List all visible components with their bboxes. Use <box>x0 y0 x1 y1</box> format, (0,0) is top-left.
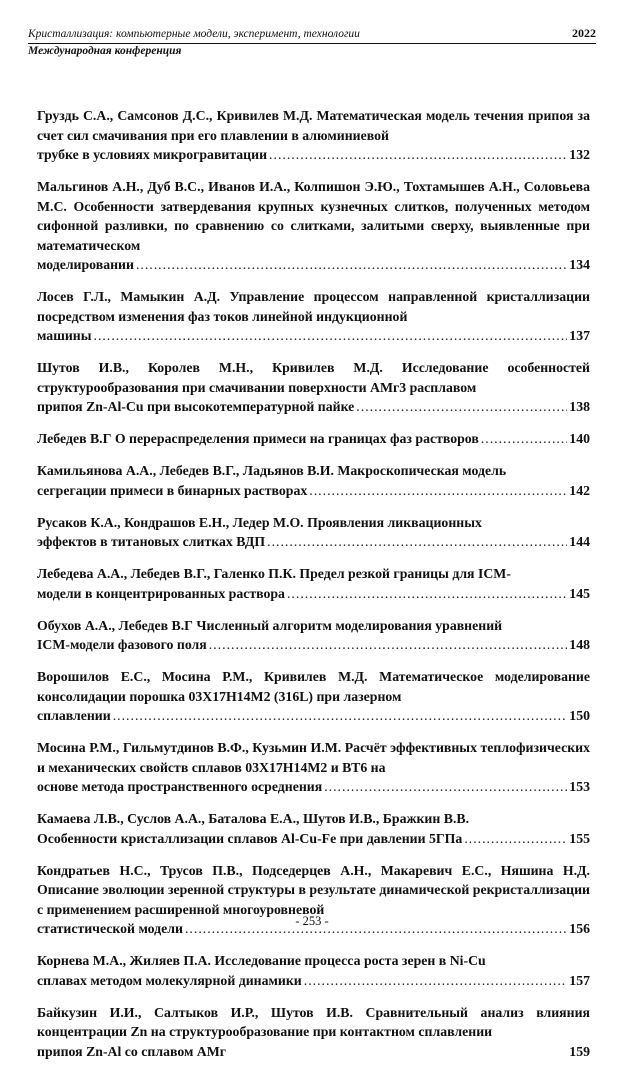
toc-entry-text: Ворошилов Е.С., Мосина Р.М., Кривилев М.Д. Математическое моделирование консолидации порошка 03Х17Н14М2 (316L) при лазерном <box>37 669 590 704</box>
toc-entry-last-text: эффектов в титановых слитках ВДП <box>37 534 266 549</box>
toc-leader-dots <box>136 255 567 275</box>
toc-entry-page-number: 144 <box>569 534 590 549</box>
toc-entry <box>37 461 590 500</box>
toc-entry-last-text: трубке в условиях микрогравитации <box>37 147 268 162</box>
toc-leader-dots <box>464 829 567 849</box>
toc-leader-dots <box>287 584 567 604</box>
toc-entry <box>37 809 590 848</box>
toc-entry-last-text: сплавах методом молекулярной динамики <box>37 972 302 988</box>
toc-entry <box>37 358 590 417</box>
toc-entry-page-number: 134 <box>569 257 590 272</box>
toc-entry-last-text: машины <box>37 328 92 343</box>
toc-entry-text: Корнева М.А., Жиляев П.А. Исследование процесса роста зерен в Ni-Cu <box>37 953 486 968</box>
toc-entry-text: Байкузин И.И., Салтыков И.Р., Шутов И.В. Сравнительный анализ влияния концентрации Zn на структурообразование при контактном сплавлении <box>37 1004 590 1039</box>
toc-entry-page-number: 145 <box>569 585 590 601</box>
toc-entry-page-number: 155 <box>569 830 590 846</box>
toc-entry-page-number: 159 <box>569 1043 590 1059</box>
toc-entry-last-text: основе метода пространственного осреднения <box>37 779 323 794</box>
toc-leader-dots <box>304 971 568 991</box>
toc-leader-dots <box>481 429 568 449</box>
toc-entry-last-line <box>37 829 590 849</box>
toc-entry-last-line <box>37 777 590 797</box>
toc-entry-page-number: 148 <box>569 637 590 652</box>
header-title: Кристаллизация: компьютерные модели, эксперимент, технологии <box>28 28 360 40</box>
header-year: 2022 <box>572 26 596 40</box>
toc-entry-text: Груздь С.А., Самсонов Д.С., Кривилев М.Д. Математическая модель течения припоя за счет сил смачивания при его плавлении в алюминиевой <box>37 108 590 143</box>
toc-entry <box>37 616 590 655</box>
toc-entry-last-line <box>37 635 590 655</box>
toc-leader-dots <box>309 481 567 501</box>
toc-entry-last-line <box>37 397 590 417</box>
running-header <box>28 26 596 64</box>
toc-leader-dots <box>356 397 567 417</box>
toc-entry <box>37 513 590 552</box>
header-subtitle: Международная конференция <box>28 45 182 57</box>
toc-entry-text: Мосина Р.М., Гильмутдинов В.Ф., Кузьмин И.М. Расчёт эффективных теплофизических и механических свойств сплавов 03Х17Н14М2 и ВТ6 на <box>37 740 590 775</box>
toc-entry-text: Лосев Г.Л., Мамыкин А.Д. Управление процессом направленной кристаллизации посредством изменения фаз токов линейной индукционной <box>37 289 590 324</box>
toc-entry <box>37 177 590 275</box>
toc-entry <box>37 564 590 603</box>
toc-entry-text: Кондратьев Н.С., Трусов П.В., Подседерцев А.Н., Макаревич Е.С., Няшина Н.Д. Описание эволюции зеренной структуры в результате динамической рекристаллизации с применением расширенной многоуровневой <box>37 862 590 917</box>
toc-entry-last-line <box>37 481 590 501</box>
toc-entry <box>37 951 590 990</box>
toc-entry-page-number: 153 <box>569 779 590 794</box>
toc-entry-last-line <box>37 532 590 552</box>
toc-entry-last-line <box>37 145 590 165</box>
toc-entry-page-number: 140 <box>569 431 590 446</box>
toc-entry-last-line <box>37 706 590 726</box>
toc-entry-last-text: ICM-модели фазового поля <box>37 637 207 652</box>
toc-entry-last-text: припоя Zn-Al-Cu при высокотемпературной пайке <box>37 399 355 414</box>
toc-leader-dots <box>209 635 568 655</box>
toc-entry-page-number: 137 <box>569 328 590 343</box>
toc-entry <box>37 429 590 449</box>
toc-entry-text: Мальгинов А.Н., Дуб В.С., Иванов И.А., Колпишон Э.Ю., Тохтамышев А.Н., Соловьева М.С. Особенности затвердевания крупных кузнечных слитков, полученных методом сифонной разливки, по сравнению со слитками, залитыми сверху, выявленные при математическом <box>37 179 590 253</box>
toc-leader-dots <box>269 145 567 165</box>
document-page <box>28 26 596 1059</box>
toc-entry <box>37 287 590 346</box>
toc-entry-last-line <box>37 326 590 346</box>
toc-entry <box>37 738 590 797</box>
toc-entry-last-text: Лебедев В.Г О перераспределения примеси на границах фаз растворов <box>37 431 479 446</box>
toc-leader-dots <box>113 706 568 726</box>
toc-entry-last-line <box>37 971 590 991</box>
toc-entry-page-number: 132 <box>569 147 590 162</box>
page-number: - 253 - <box>295 914 329 928</box>
toc-entry-last-text: статистической модели <box>37 921 183 936</box>
toc-entry-page-number: 142 <box>569 482 590 498</box>
toc-entry <box>37 106 590 165</box>
toc-entry-last-text: Особенности кристаллизации сплавов Al-Cu-Fe при давлении 5ГПа <box>37 830 463 846</box>
toc-entry-text: Лебедева А.А., Лебедев В.Г., Галенко П.К. Предел резкой границы для ICM- <box>37 566 511 581</box>
toc-entry <box>37 667 590 726</box>
toc-entry-last-text: модели в концентрированных раствора <box>37 585 285 601</box>
header-line <box>28 26 596 44</box>
toc-leader-dots <box>324 777 567 797</box>
toc-entry-text: Обухов А.А., Лебедев В.Г Численный алгоритм моделирования уравнений <box>37 617 503 633</box>
toc-entry-text: Шутов И.В., Королев М.Н., Кривилев М.Д. Исследование особенностей структурообразования при смачивании поверхности АМг3 расплавом <box>37 360 590 395</box>
toc-entry-page-number: 138 <box>569 399 590 414</box>
toc-leader-dots <box>267 532 567 552</box>
toc-entry <box>37 1003 590 1062</box>
toc-entry-page-number: 150 <box>569 708 590 723</box>
toc-entry-last-text: сплавлении <box>37 708 111 723</box>
toc-entry-text: Русаков К.А., Кондрашов Е.Н., Ледер М.О. Проявления ликвационных <box>37 514 482 530</box>
toc-entry-page-number: 156 <box>569 921 590 936</box>
toc-entry-last-text: припоя Zn-Al со сплавом АМг <box>37 1043 227 1059</box>
toc-entry-last-line <box>37 429 590 449</box>
toc-entry-text: Камаева Л.В., Суслов А.А., Баталова Е.А., Шутов И.В., Бражкин В.В. <box>37 811 470 826</box>
toc-entry-last-line <box>37 255 590 275</box>
toc-entry-last-text: сегрегации примеси в бинарных растворах <box>37 482 308 498</box>
toc-entry-last-line <box>37 584 590 604</box>
toc-entry-page-number: 157 <box>569 972 590 988</box>
toc-entry-last-line <box>37 1042 590 1062</box>
toc-entry-text: Камильянова А.А., Лебедев В.Г., Ладьянов В.И. Макроскопическая модель <box>37 463 507 478</box>
toc-entry-last-text: моделировании <box>37 257 134 272</box>
toc-leader-dots <box>94 326 568 346</box>
